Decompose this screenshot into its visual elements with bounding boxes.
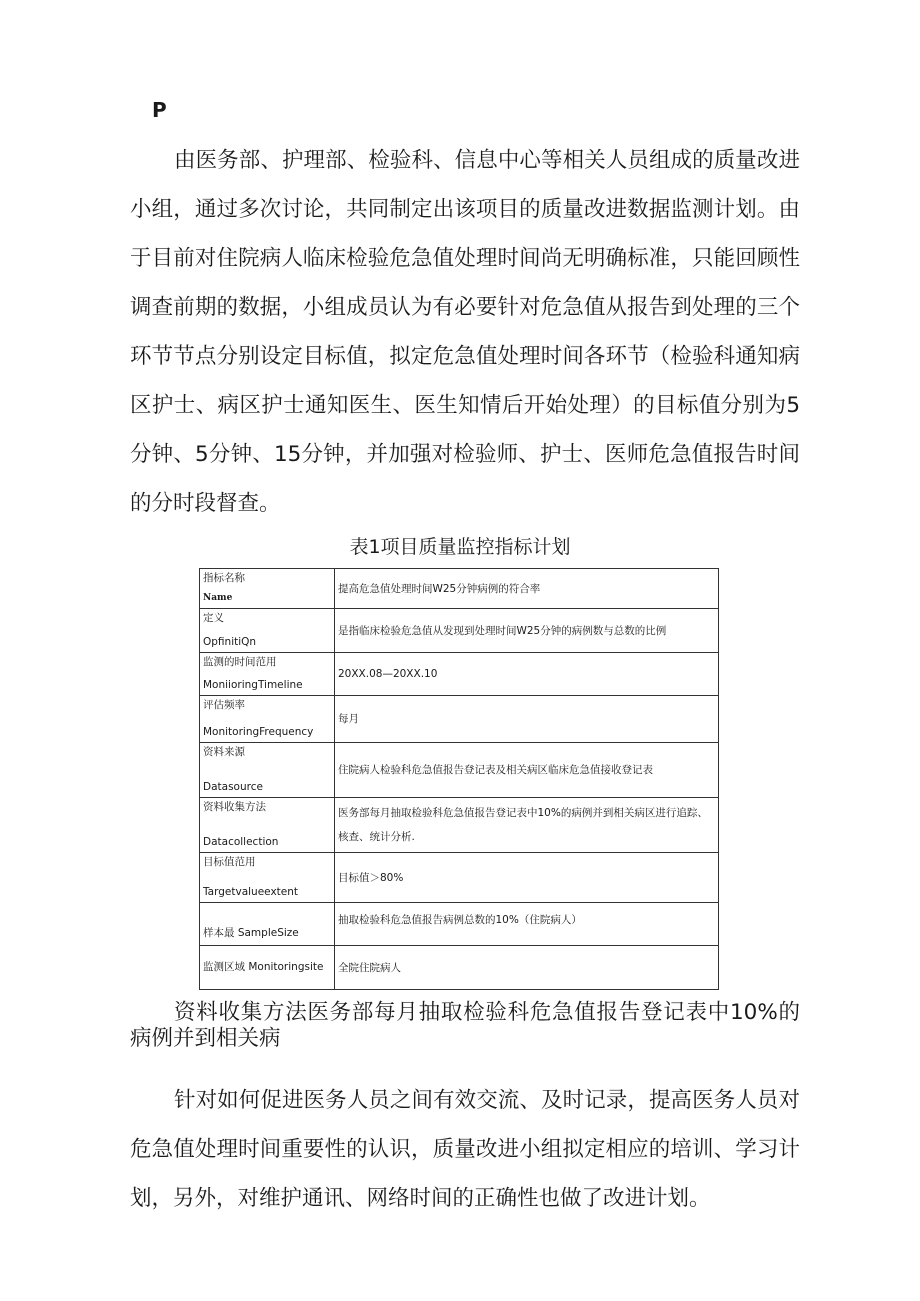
table-row [200,946,719,990]
row-label [200,569,335,609]
row-label-en: MonitoringFrequency [203,726,314,738]
row-value: 每月 [335,696,719,743]
row-label-en: MoniioringTimeline [203,679,303,691]
row-label [200,903,335,946]
table-row [200,798,719,853]
row-value: 是指临床检验危急值从发现到处理时间W25分钟的病例数与总数的比例 [335,609,719,653]
row-value: 20XX.08—20XX.10 [335,653,719,696]
table-row [200,853,719,903]
row-label-zh: 指标名称 [203,572,245,584]
row-label-en: OpfinitiQn [203,636,257,648]
row-value: 提高危急值处理时间W25分钟病例的符合率 [335,569,719,609]
row-label-zh: 评估频率 [203,699,245,711]
row-value: 全院住院病人 [335,946,719,990]
row-label-en: 监测区域 Monitoringsite [203,961,324,973]
row-value: 目标值＞80% [335,853,719,903]
row-label-en: Datacollection [203,836,279,848]
table-row [200,903,719,946]
row-label [200,653,335,696]
row-label-en: Targetvalueextent [203,886,299,898]
table-row [200,743,719,798]
improvement-paragraph: 针对如何促进医务人员之间有效交流、及时记录，提高医务人员对危急值处理时间重要性的认识，质量改进小组拟定相应的培训、学习计划，另外，对维护通讯、网络时间的正确性也做了改进计划。 [130,1088,800,1211]
row-label-en: Datasource [203,781,263,793]
row-label-zh: 定义 [203,612,224,624]
data-collection-paragraph: 资料收集方法医务部每月抽取检验科危急值报告登记表中10%的病例并到相关病 [130,1000,800,1051]
row-value: 医务部每月抽取检验科危急值报告登记表中10%的病例并到相关病区进行追踪、核查、统计分析. [335,798,719,853]
row-label-en: 样本最 SampleSize [203,927,299,939]
row-label-zh: 目标值范用 [203,856,256,868]
row-label-zh: 监测的时间范用 [203,656,277,668]
row-label [200,609,335,653]
row-label-zh: 资料收集方法 [203,801,266,813]
table-caption: 表1项目质量监控指标计划 [349,536,571,558]
row-label [200,946,335,990]
row-value: 住院病人检验科危急值报告登记表及相关病区临床危急值接收登记表 [335,743,719,798]
row-label [200,743,335,798]
table-row [200,609,719,653]
intro-paragraph: 由医务部、护理部、检验科、信息中心等相关人员组成的质量改进小组，通过多次讨论，共同制定出该项目的质量改进数据监测计划。由于目前对住院病人临床检验危急值处理时间尚无明确标准，只能回顾性调查前期的数据，小组成员认为有必要针对危急值从报告到处理的三个环节节点分别设定目标值，拟定危急值处理时间各环节（检验科通知病区护士、病区护士通知医生、医生知情后开始处理）的目标值分别为5分钟、5分钟、15分钟，并加强对检验师、护士、医师危急值报告时间的分时段督查。 [130,148,800,516]
monitoring-plan-table [199,568,719,990]
row-value: 抽取检验科危急值报告病例总数的10%（住院病人） [335,903,719,946]
row-label-en: Name [203,593,233,603]
table-row [200,653,719,696]
row-label [200,696,335,743]
row-label [200,798,335,853]
row-label [200,853,335,903]
table-row [200,569,719,609]
table-row [200,696,719,743]
heading-mark: P [152,98,167,122]
row-label-zh: 资料来源 [203,746,245,758]
